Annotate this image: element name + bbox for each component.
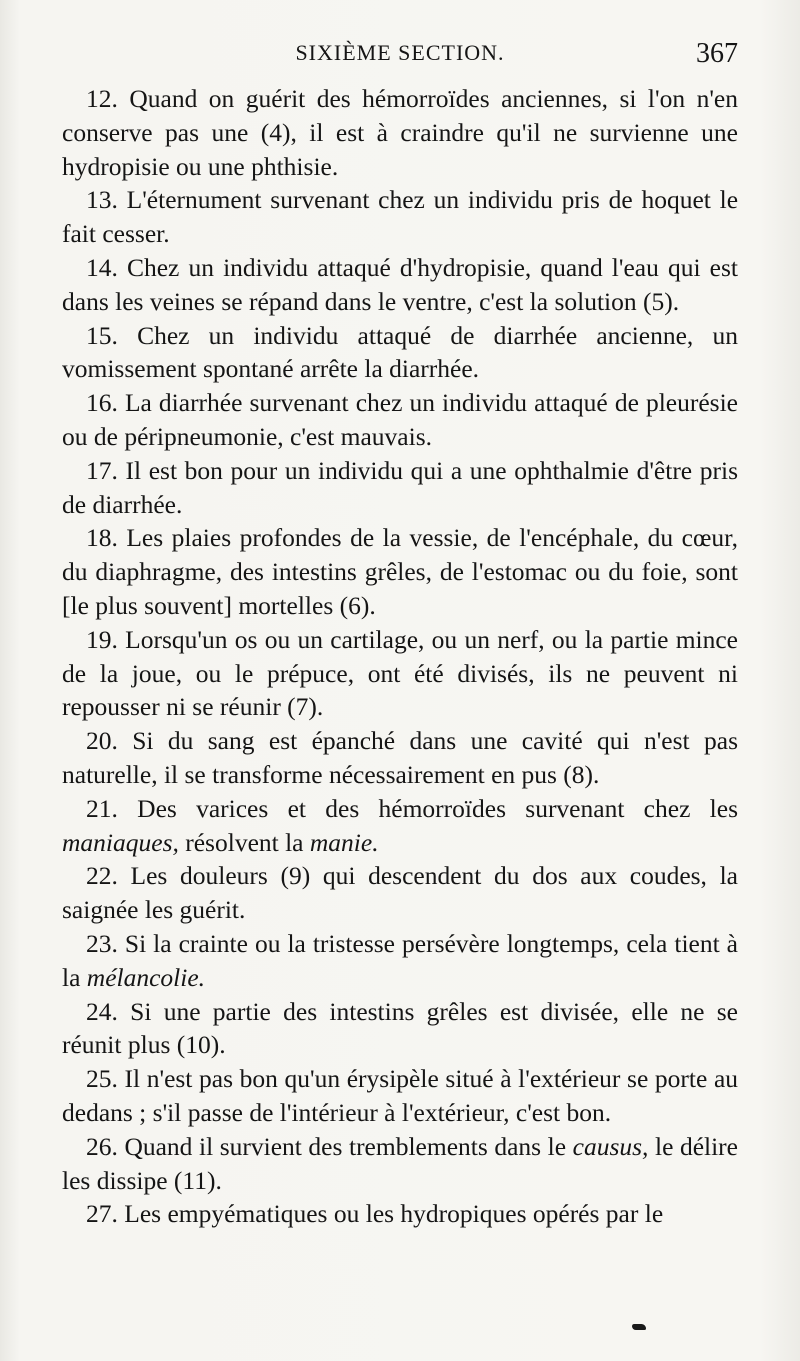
aphorism-16 <box>62 386 738 454</box>
page-body <box>62 82 738 1231</box>
aphorism-number: 20. <box>86 726 118 756</box>
aphorism-number: 21. <box>86 793 118 823</box>
aphorism-text: Si du sang est épanché dans une cavité qui n'est pas naturelle, il se transforme nécessairement en pus (8). <box>62 726 738 789</box>
page-number: 367 <box>696 38 738 69</box>
aphorism-emphasis: manie. <box>309 827 379 857</box>
aphorism-text: La diarrhée survenant chez un individu attaqué de pleurésie ou de péripneumonie, c'est mauvais. <box>62 388 739 451</box>
aphorism-22 <box>62 859 738 927</box>
aphorism-number: 24. <box>86 996 118 1026</box>
aphorism-number: 19. <box>86 624 118 654</box>
aphorism-emphasis: mélancolie. <box>86 962 206 992</box>
aphorism-text: Il est bon pour un individu qui a une ophthalmie d'être pris de diarrhée. <box>62 455 738 519</box>
aphorism-text: Il n'est pas bon qu'un érysipèle situé à l'extérieur se porte au dedans ; s'il passe de l'intérieur à l'extérieur, c'est bon. <box>62 1064 739 1127</box>
aphorism-20 <box>62 724 738 792</box>
aphorism-text: Les empyématiques ou les hydropiques opérés par le <box>124 1199 664 1229</box>
aphorism-23 <box>62 927 738 995</box>
aphorism-18 <box>62 521 738 622</box>
aphorism-text: Des varices et des hémorroïdes survenant chez les <box>137 793 738 823</box>
aphorism-text: Les plaies profondes de la vessie, de l'encéphale, du cœur, du diaphragme, des intestins grêles, de l'estomac ou du foie, sont [le plus souvent] mortelles (6). <box>62 523 738 620</box>
aphorism-number: 27. <box>86 1199 118 1229</box>
aphorism-number: 12. <box>86 84 118 113</box>
aphorism-text: Lorsqu'un os ou un cartilage, ou un nerf, ou la partie mince de la joue, ou le prépuce, ont été divisés, ils ne peuvent ni repousser ni se réunir (7). <box>62 624 738 722</box>
aphorism-number: 15. <box>86 320 118 350</box>
aphorism-text: Chez un individu attaqué d'hydropisie, quand l'eau qui est dans les veines se répand dans le ventre, c'est la solution (5). <box>62 252 738 316</box>
ink-mark <box>632 1324 646 1330</box>
aphorism-13 <box>62 183 738 251</box>
aphorism-14 <box>62 251 738 319</box>
aphorism-text: Si la crainte ou la tristesse persévère longtemps, cela tient à la <box>62 928 739 992</box>
aphorism-27 <box>62 1197 738 1231</box>
aphorism-number: 23. <box>86 928 118 958</box>
aphorism-number: 14. <box>86 252 118 282</box>
aphorism-number: 16. <box>86 388 118 418</box>
aphorism-emphasis: causus, <box>572 1131 649 1161</box>
aphorism-19 <box>62 623 738 724</box>
aphorism-text: Chez un individu attaqué de diarrhée ancienne, un vomissement spontané arrête la diarrhée. <box>62 320 738 384</box>
running-title: SIXIÈME SECTION. <box>295 40 505 65</box>
aphorism-number: 25. <box>86 1064 118 1094</box>
aphorism-number: 18. <box>86 523 118 553</box>
aphorism-15 <box>62 319 738 387</box>
aphorism-number: 26. <box>86 1131 118 1161</box>
aphorism-17 <box>62 454 738 522</box>
page-header <box>62 40 738 80</box>
aphorism-text: Les douleurs (9) qui descendent du dos aux coudes, la saignée les guérit. <box>62 861 738 925</box>
aphorism-text: Quand on guérit des hémorroïdes anciennes, si l'on n'en conserve pas une (4), il est à craindre qu'il ne survienne une hydropisie ou une phthisie. <box>62 84 738 181</box>
aphorism-text: Quand il survient des tremblements dans le <box>124 1131 573 1161</box>
aphorism-text-continued: le délire les dissipe (11). <box>62 1131 738 1195</box>
aphorism-number: 13. <box>86 185 118 215</box>
aphorism-number: 22. <box>86 861 118 891</box>
aphorism-21 <box>62 792 738 860</box>
aphorism-12 <box>62 82 738 183</box>
aphorism-24 <box>62 995 738 1063</box>
aphorism-26 <box>62 1130 738 1198</box>
aphorism-text: L'éternument survenant chez un individu pris de hoquet le fait cesser. <box>62 185 739 249</box>
aphorism-text-continued: résolvent la <box>178 827 310 857</box>
aphorism-text: Si une partie des intestins grêles est divisée, elle ne se réunit plus (10). <box>62 996 739 1060</box>
aphorism-emphasis: maniaques, <box>62 827 179 857</box>
aphorism-25 <box>62 1062 738 1130</box>
aphorism-number: 17. <box>86 455 118 485</box>
